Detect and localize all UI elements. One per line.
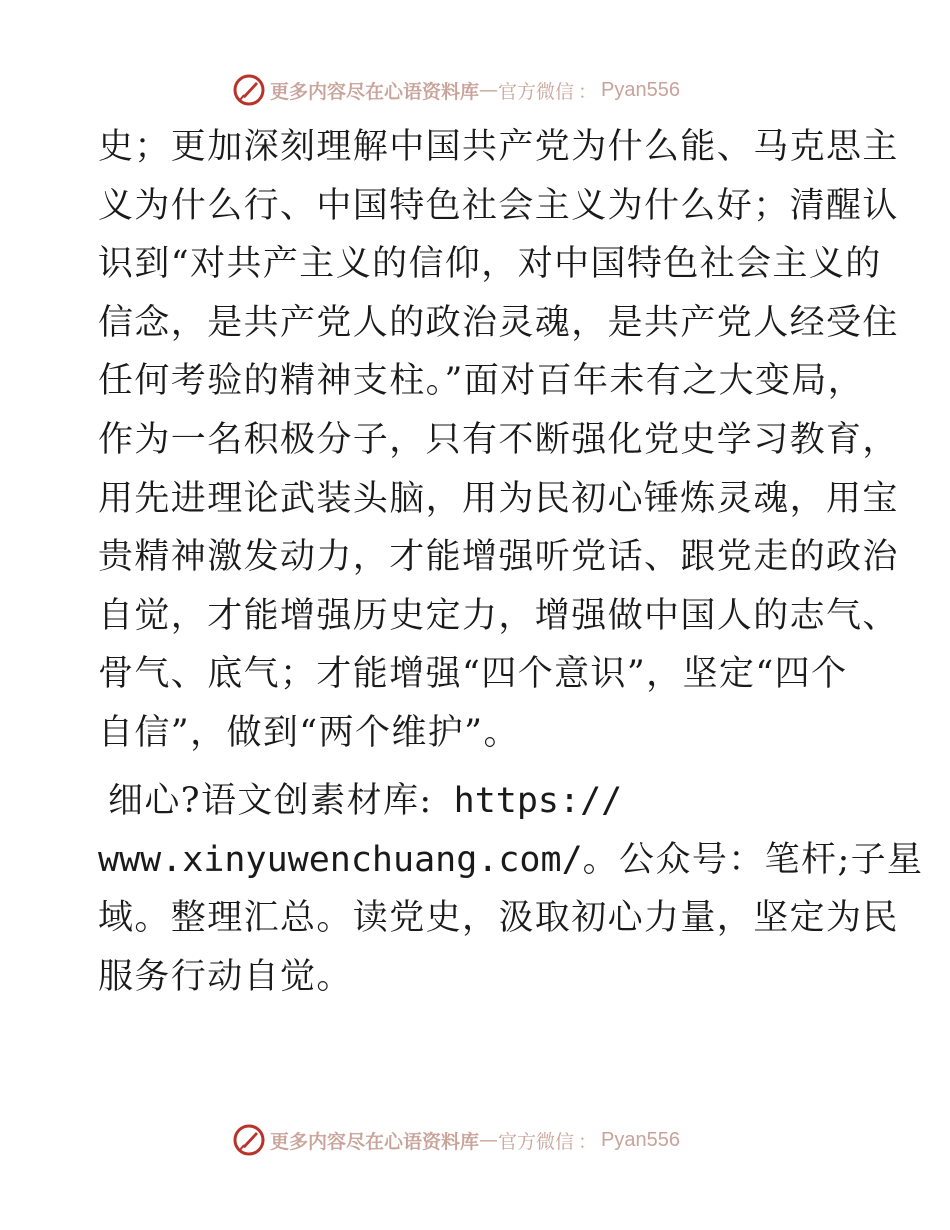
header-banner bbox=[232, 70, 680, 110]
source-url-part-2: www.xinyuwenchuang.com/ bbox=[98, 839, 583, 880]
source-line bbox=[98, 772, 858, 831]
text-line: 域。整理汇总。读党史，汲取初心力量，坚定为民 bbox=[98, 898, 899, 939]
source-label: 细心?语文创素材库: bbox=[108, 781, 433, 821]
text-line: 信念，是共产党人的政治灵魂，是共产党人经受住 bbox=[98, 302, 899, 343]
text-line: 贵精神激发动力，才能增强听党话、跟党走的政治 bbox=[98, 537, 899, 578]
paragraph-source-note bbox=[98, 772, 924, 1006]
source-line bbox=[98, 831, 924, 890]
banner-wechat-handle: Pyan556 bbox=[601, 78, 681, 101]
quill-logo-icon bbox=[232, 1123, 266, 1157]
text-line: 义为什么行、中国特色社会主义为什么好；清醒认 bbox=[98, 185, 899, 226]
banner-lead-text: 更多内容尽在心语资料库 bbox=[270, 1130, 480, 1153]
footer-banner bbox=[232, 1120, 680, 1160]
text-line: 自信”，做到“两个维护”。 bbox=[98, 712, 520, 753]
source-url-part-1: https:// bbox=[432, 781, 623, 821]
banner-wechat-handle: Pyan556 bbox=[601, 1128, 681, 1151]
quill-logo-icon bbox=[232, 73, 266, 107]
text-line: 任何考验的精神支柱。”面对百年未有之大变局， bbox=[98, 361, 865, 402]
text-line: 识到“对共产主义的信仰，对中国特色社会主义的 bbox=[98, 244, 882, 285]
text-line: 作为一名积极分子，只有不断强化党史学习教育， bbox=[98, 419, 899, 460]
text-line: 用先进理论武装头脑，用为民初心锤炼灵魂，用宝 bbox=[98, 478, 899, 519]
banner-separator: — bbox=[479, 1129, 499, 1151]
text-line: 自觉，才能增强历史定力，增强做中国人的志气、 bbox=[98, 595, 899, 636]
banner-separator: — bbox=[479, 79, 499, 101]
account-text: 。公众号：笔杆;子星 bbox=[582, 839, 924, 880]
text-line: 服务行动自觉。 bbox=[98, 956, 353, 997]
banner-official-label: 官方微信 bbox=[498, 1130, 575, 1153]
banner-colon: ： bbox=[578, 1130, 598, 1153]
text-line: 骨气、底气；才能增强“四个意识”，坚定“四个 bbox=[98, 654, 848, 695]
paragraph-main bbox=[98, 118, 899, 763]
banner-colon: ： bbox=[578, 80, 598, 103]
banner-lead-text: 更多内容尽在心语资料库 bbox=[270, 80, 480, 103]
text-line: 史；更加深刻理解中国共产党为什么能、马克思主 bbox=[98, 127, 899, 167]
banner-official-label: 官方微信 bbox=[498, 80, 575, 103]
